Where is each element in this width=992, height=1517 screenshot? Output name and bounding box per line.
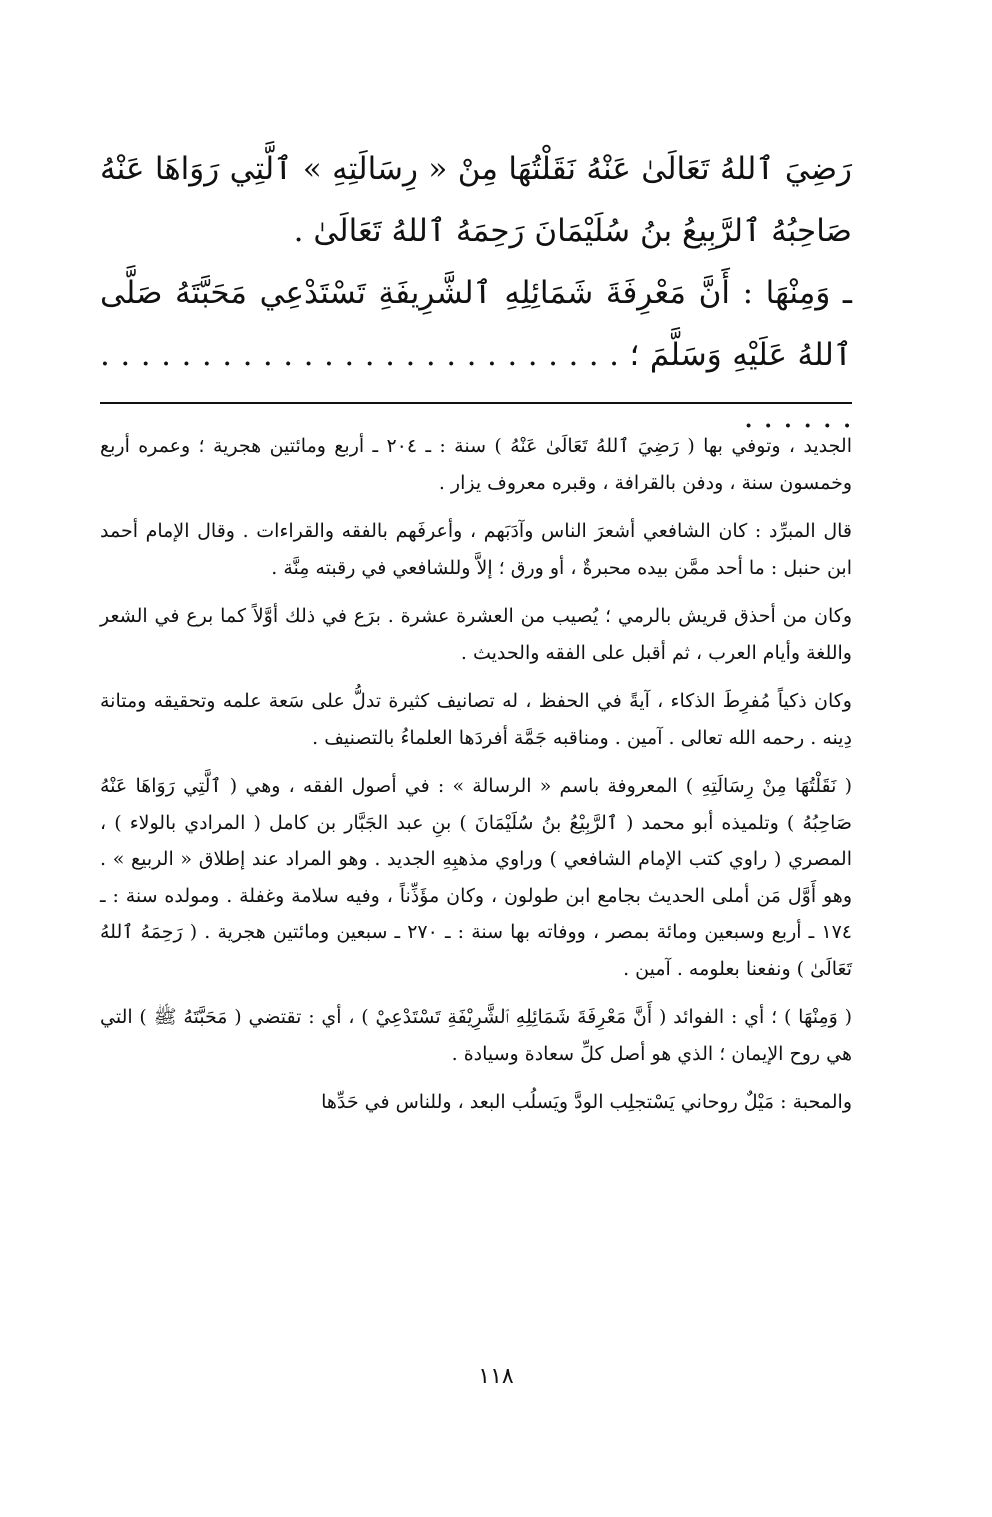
footnotes-block <box>100 428 852 1133</box>
footnote-paragraph: والمحبة : مَيْلٌ روحاني يَسْتجلِب الودَّ ويَسلُب البعد ، وللناس في حَدِّها <box>321 1091 852 1113</box>
footnote-divider <box>100 402 852 404</box>
main-paragraph: ـ وَمِنْهَا : أَنَّ مَعْرِفَةَ شَمَائِلِهِ ٱلشَّرِيفَةِ تَسْتَدْعِي مَحَبَّتَهُ صَلَّى ٱللهُ عَلَيْهِ وَسَلَّمَ ؛ . . . . . . . . . . . . . . . . . . . . . . . . . . . . . . . . <box>100 275 852 435</box>
footnote-paragraph: الجديد ، وتوفي بها ( رَضِيَ ٱللهُ تَعَالَىٰ عَنْهُ ) سنة : ـ ٢٠٤ ـ أربع ومائتين هجرية ؛ وعمره أربع وخمسون سنة ، ودفن بالقرافة ، وقبره معروف يزار . <box>100 435 852 494</box>
footnote-paragraph: وكان ذكياً مُفرِطَ الذكاء ، آيةً في الحفظ ، له تصانيف كثيرة تدلُّ على سَعة علمه وتحقيقه ومتانة دِينه . رحمه الله تعالى . آمين . ومناقبه جَمَّة أفردَها العلماءُ بالتصنيف . <box>100 690 852 749</box>
page-number: ١١٨ <box>478 1364 514 1389</box>
footnote-paragraph: قال المبرِّد : كان الشافعي أشعرَ الناس وآدَبَهم ، وأعرفَهم بالفقه والقراءات . وقال الإمام أحمد ابن حنبل : ما أحد ممَّن بيده محبرةٌ ، أو ورق ؛ إلاَّ وللشافعي في رقبته مِنَّة . <box>100 520 852 579</box>
main-paragraph: رَضِيَ ٱللهُ تَعَالَىٰ عَنْهُ نَقَلْتُهَا مِنْ « رِسَالَتِهِ » ٱلَّتِي رَوَاهَا عَنْهُ صَاحِبُهُ ٱلرَّبِيعُ بنُ سُلَيْمَانَ رَحِمَهُ ٱللهُ تَعَالَىٰ . <box>100 151 852 249</box>
footnote-paragraph: ( نَقَلْتُهَا مِنْ رِسَالَتِهِ ) المعروفة باسم « الرسالة » : في أصول الفقه ، وهي ( ٱلَّتِي رَوَاهَا عَنْهُ صَاحِبُهُ ) وتلميذه أبو محمد ( ٱلرَّبِيْعُ بنُ سُلَيْمَانَ ) بنِ عبد الجَبَّار بن كامل ( المرادي بالولاء ) ، المصري ( راوي كتب الإمام الشافعي ) وراوي مذهبِهِ الجديد . وهو المراد عند إطلاق « الربيع » . وهو أَوَّل مَن أملى الحديث بجامع ابن طولون ، وكان مؤَذِّناً ، وفيه سلامة وغفلة . ومولده سنة : ـ ١٧٤ ـ أربع وسبعين ومائة بمصر ، ووفاته بها سنة : ـ ٢٧٠ ـ سبعين ومائتين هجرية . ( رَحِمَهُ ٱللهُ تَعَالَىٰ ) ونفعنا بعلومه . آمين . <box>100 775 852 980</box>
footnote-paragraph: وكان من أحذق قريش بالرمي ؛ يُصيب من العشرة عشرة . برَع في ذلك أوَّلاً كما برع في الشعر واللغة وأيام العرب ، ثم أقبل على الفقه والحديث . <box>100 605 852 664</box>
footnote-paragraph: ( وَمِنْهَا ) ؛ أي : الفوائد ( أَنَّ مَعْرِفَةَ شَمَائِلِهِ ٱلشَّرِيْفَةِ تَسْتَدْعِيْ ) ، أي : تقتضي ( مَحَبَّتَهُ ﷺ ) التي هي روح الإيمان ؛ الذي هو أصل كلِّ سعادة وسيادة . <box>100 1006 852 1065</box>
